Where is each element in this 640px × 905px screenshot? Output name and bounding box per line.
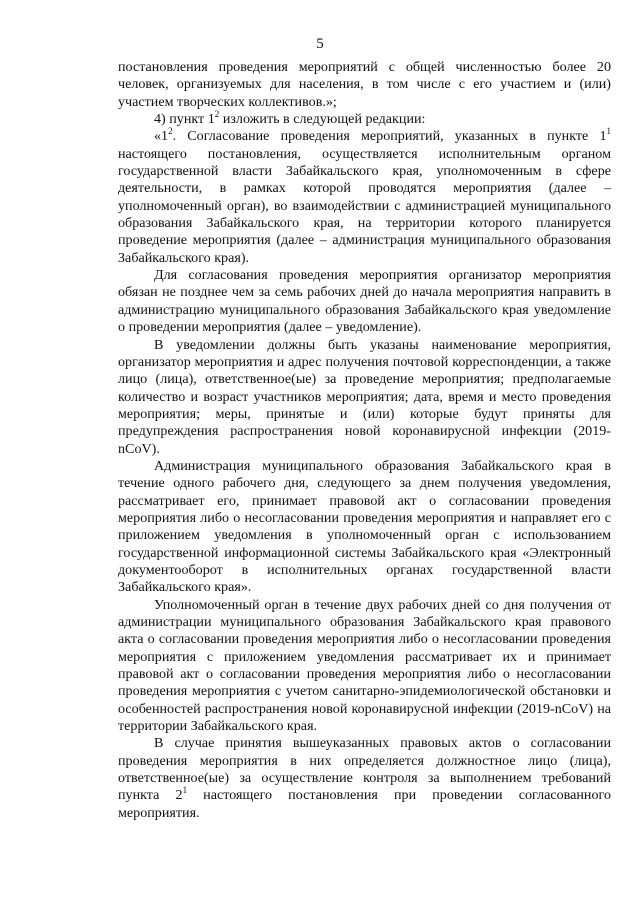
page-number: 5 xyxy=(316,36,324,52)
paragraph-clause-1-2 xyxy=(118,128,611,267)
superscript: 2 xyxy=(168,126,173,137)
paragraph-text: постановления проведения мероприятий с общей численностью более 20 человек, организуемых для населения, в том числе с его участием и (или) участием творческих коллективов.»; xyxy=(118,59,611,110)
paragraph-item-4 xyxy=(118,111,611,128)
superscript: 1 xyxy=(182,785,188,796)
paragraph-text: настоящего постановления, осуществляется исполнительным органом государственной власти Забайкальского края, уполномоченным в сфере деятельности, в рамках которой проводятся мероприятия (далее – уполномоченный орган), во взаимодействии с администрацией муниципального образования Забайкальского края, на территории которого планируется проведение мероприятия (далее – администрация муниципального образования Забайкальского края). xyxy=(118,145,611,266)
paragraph-text: «1 xyxy=(154,128,169,145)
document-body xyxy=(118,59,611,822)
paragraph-text: Администрация муниципального образования Забайкальского края в течение одного рабочего дня, следующего за днем получения уведомления, рассматривает его, принимает правовой акт о согласовании проведения мероприятия либо о несогласовании проведения мероприятия и направляет его с приложением уведомления в уполномоченный орган с использованием государственной информационной системы Забайкальского края «Электронный документооборот в исполнительных органах государственной власти Забайкальского края». xyxy=(118,457,611,596)
paragraph-notification-deadline xyxy=(118,267,611,336)
paragraph-municipal-review xyxy=(118,458,611,597)
paragraph-text: настоящего постановления при проведении согласованного мероприятия. xyxy=(118,787,611,821)
paragraph-responsible-person xyxy=(118,735,611,822)
paragraph-authorized-body-review xyxy=(118,597,611,736)
paragraph-text: Уполномоченный орган в течение двух рабочих дней со дня получения от администрации муниципального образования Забайкальского края правового акта о согласовании проведения мероприятия либо о несогласовании проведения мероприятия с приложением уведомления рассматривает их и принимает правовой акт о согласовании проведения мероприятия либо о несогласовании проведения мероприятия с учетом санитарно-эпидемиологической обстановки и особенностей распространения новой коронавирусной инфекции (2019-nCoV) на территории Забайкальского края. xyxy=(118,596,611,735)
superscript: 1 xyxy=(606,126,611,137)
paragraph-text: изложить в следующей редакции: xyxy=(219,111,426,128)
paragraph-text: 4) пункт 1 xyxy=(154,111,215,128)
paragraph-continuation xyxy=(118,59,611,111)
paragraph-notification-contents xyxy=(118,337,611,458)
paragraph-text: . Согласование проведения мероприятий, указанных в пункте 1 xyxy=(172,128,607,145)
superscript: 2 xyxy=(214,109,220,120)
paragraph-text: Для согласования проведения мероприятия организатор мероприятия обязан не позднее чем за семь рабочих дней до начала мероприятия направить в администрацию муниципального образования Забайкальского края уведомление о проведении мероприятия (далее – уведомление). xyxy=(118,267,611,336)
paragraph-text: В случае принятия вышеуказанных правовых актов о согласовании проведения мероприятия в них определяется должностное лицо (лица), ответственное(ые) за осуществление контроля за выполнением требований пункта 2 xyxy=(118,735,611,804)
paragraph-text: В уведомлении должны быть указаны наименование мероприятия, организатор мероприятия и адрес получения почтовой корреспонденции, а также лицо (лица), ответственное(ые) за проведение мероприятия; предполагаемые количество и возраст участников мероприятия; дата, время и место проведения мероприятия; меры, принятые и (или) которые будут приняты для предупреждения распространения новой коронавирусной инфекции (2019-nCoV). xyxy=(118,336,611,457)
